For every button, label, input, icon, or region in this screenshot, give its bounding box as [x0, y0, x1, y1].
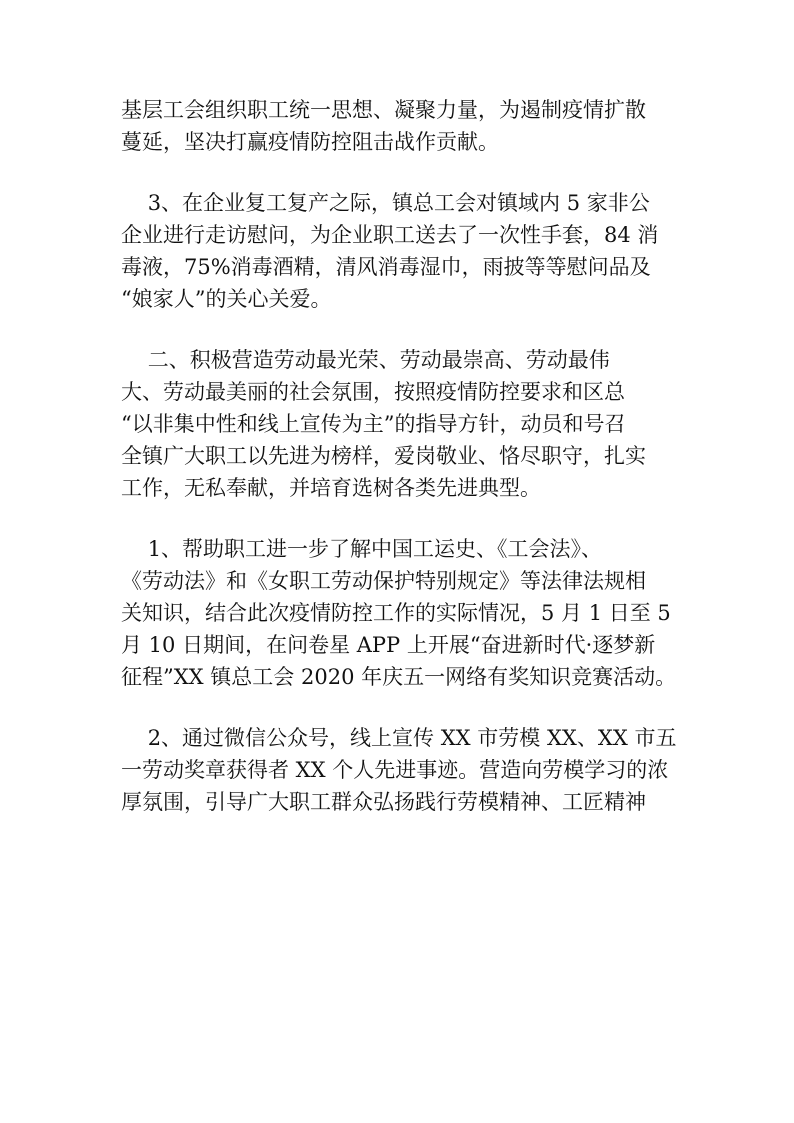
text-line: 企业进行走访慰问，为企业职工送去了一次性手套，84 消 [121, 223, 659, 247]
text-line: 基层工会组织职工统一思想、凝聚力量，为遏制疫情扩散 [121, 98, 646, 122]
paragraph-1 [121, 94, 681, 158]
paragraph-2 [121, 187, 681, 315]
text-line: 厚氛围，引导广大职工群众弘扬践行劳模精神、工匠精神 [121, 790, 646, 814]
text-line: 《劳动法》和《女职工劳动保护特别规定》等法律法规相 [121, 569, 646, 593]
text-line: 二、积极营造劳动最光荣、劳动最崇高、劳动最伟 [121, 348, 610, 372]
text-line: 毒液，75%消毒酒精，清风消毒湿巾，雨披等等慰问品及 [121, 255, 651, 279]
paragraph-4 [121, 533, 681, 693]
text-line: 大、劳动最美丽的社会氛围，按照疫情防控要求和区总 [121, 380, 625, 404]
document-body [121, 94, 681, 818]
text-line: 一劳动奖章获得者 XX 个人先进事迹。营造向劳模学习的浓 [121, 758, 669, 782]
text-line: 关知识，结合此次疫情防控工作的实际情况，5 月 1 日至 5 [121, 601, 671, 625]
text-line: 征程”XX 镇总工会 2020 年庆五一网络有奖知识竞赛活动。 [121, 665, 677, 689]
text-line: “娘家人”的关心关爱。 [121, 287, 332, 311]
paragraph-5 [121, 722, 681, 818]
paragraph-3 [121, 344, 681, 504]
text-line: 蔓延，坚决打赢疫情防控阻击战作贡献。 [121, 130, 499, 154]
text-line: 全镇广大职工以先进为榜样，爱岗敬业、恪尽职守，扎实 [121, 444, 646, 468]
text-line: 3、在企业复工复产之际，镇总工会对镇域内 5 家非公 [121, 191, 650, 215]
text-line: 工作，无私奉献，并培育选树各类先进典型。 [121, 476, 541, 500]
text-line: “以非集中性和线上宣传为主”的指导方针，动员和号召 [121, 412, 626, 436]
text-line: 1、帮助职工进一步了解中国工运史、《工会法》、 [121, 537, 603, 561]
text-line: 月 10 日期间，在问卷星 APP 上开展“奋进新时代·逐梦新 [121, 633, 656, 657]
text-line: 2、通过微信公众号，线上宣传 XX 市劳模 XX、XX 市五 [121, 726, 677, 750]
